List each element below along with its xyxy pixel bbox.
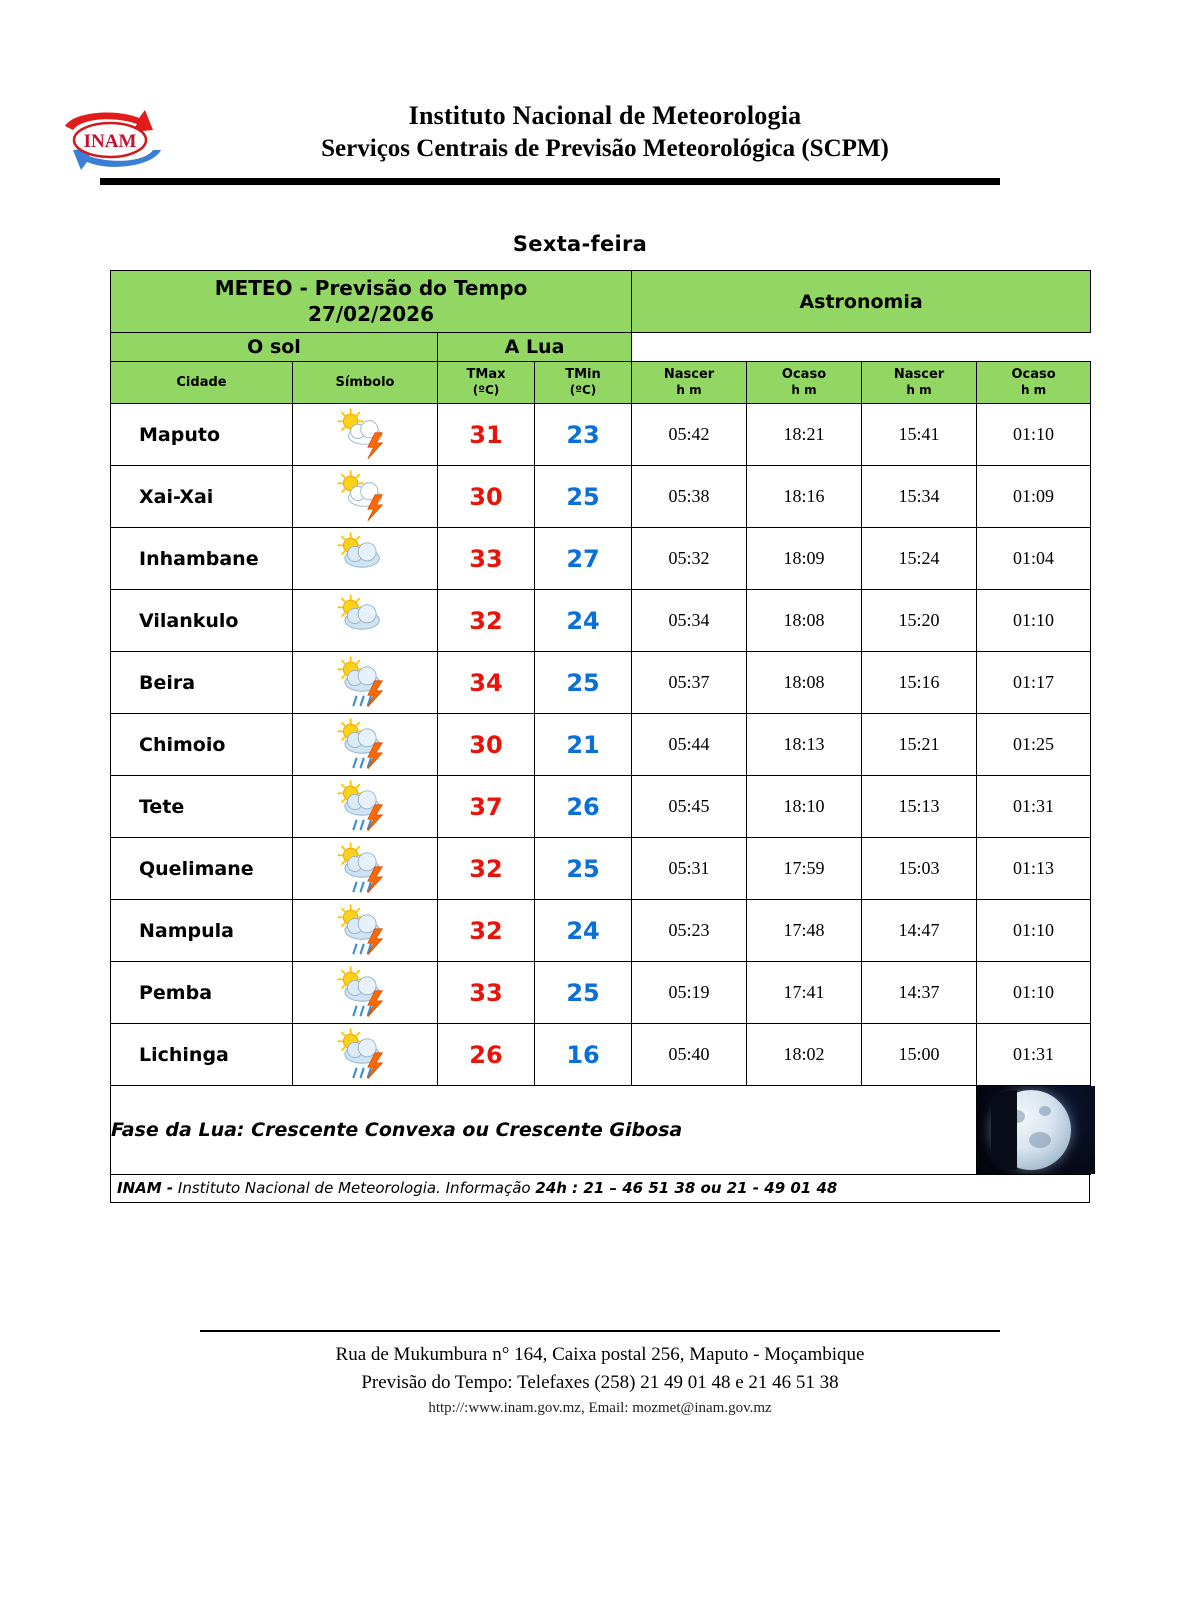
contact-info: Instituto Nacional de Meteorologia. Informação bbox=[177, 1179, 531, 1198]
table-header-row-2 bbox=[111, 333, 1091, 362]
sun-rain-thunder-icon bbox=[322, 735, 408, 752]
cell-tmax: 30 bbox=[438, 714, 535, 776]
moon-phase-text: Fase da Lua: Crescente Convexa ou Crescente Gibosa bbox=[111, 1086, 977, 1175]
cell-symbol bbox=[293, 1024, 438, 1086]
page-footer bbox=[0, 1330, 1200, 1420]
col-moon-rise-label: Nascer bbox=[893, 367, 945, 382]
sun-cloud-thunder-icon bbox=[322, 425, 408, 442]
table-row bbox=[111, 466, 1091, 528]
cell-sun-set: 18:10 bbox=[747, 776, 862, 838]
cell-sun-rise: 05:42 bbox=[632, 404, 747, 466]
cell-sun-rise: 05:45 bbox=[632, 776, 747, 838]
cell-city: Vilankulo bbox=[111, 590, 293, 652]
cell-moon-rise: 15:41 bbox=[862, 404, 977, 466]
footer-phones: Previsão do Tempo: Telefaxes (258) 21 49 01 48 e 21 46 51 38 bbox=[361, 1371, 839, 1393]
cell-symbol bbox=[293, 962, 438, 1024]
cell-tmax: 26 bbox=[438, 1024, 535, 1086]
cell-sun-rise: 05:19 bbox=[632, 962, 747, 1024]
contact-bar bbox=[110, 1175, 1090, 1203]
forecast-table-wrapper bbox=[110, 270, 1090, 1203]
cell-sun-set: 18:08 bbox=[747, 590, 862, 652]
cell-city: Quelimane bbox=[111, 838, 293, 900]
cell-sun-rise: 05:32 bbox=[632, 528, 747, 590]
col-moon-set-unit: h m bbox=[1020, 383, 1047, 398]
sun-cloud-icon bbox=[322, 611, 408, 628]
cell-symbol bbox=[293, 590, 438, 652]
cell-moon-set: 01:17 bbox=[977, 652, 1091, 714]
forecast-rows bbox=[111, 404, 1091, 1086]
cell-tmax: 34 bbox=[438, 652, 535, 714]
table-row bbox=[111, 714, 1091, 776]
cell-city: Beira bbox=[111, 652, 293, 714]
table-header-row-1 bbox=[111, 271, 1091, 333]
department-title: Serviços Centrais de Previsão Meteorológica (SCPM) bbox=[321, 134, 889, 162]
cell-moon-set: 01:10 bbox=[977, 962, 1091, 1024]
table-row bbox=[111, 528, 1091, 590]
cell-moon-rise: 15:13 bbox=[862, 776, 977, 838]
cell-symbol bbox=[293, 776, 438, 838]
moon-phase-row bbox=[111, 1086, 1091, 1175]
cell-tmin: 24 bbox=[535, 900, 632, 962]
table-row bbox=[111, 962, 1091, 1024]
cell-tmin: 25 bbox=[535, 652, 632, 714]
cell-symbol bbox=[293, 838, 438, 900]
cell-moon-set: 01:13 bbox=[977, 838, 1091, 900]
cell-city: Chimoio bbox=[111, 714, 293, 776]
cell-moon-set: 01:10 bbox=[977, 900, 1091, 962]
contact-prefix: INAM - bbox=[117, 1179, 174, 1198]
cell-moon-rise: 15:34 bbox=[862, 466, 977, 528]
cell-tmin: 21 bbox=[535, 714, 632, 776]
cell-city: Tete bbox=[111, 776, 293, 838]
cell-tmin: 25 bbox=[535, 962, 632, 1024]
cell-moon-rise: 15:24 bbox=[862, 528, 977, 590]
cell-tmax: 37 bbox=[438, 776, 535, 838]
cell-sun-set: 18:09 bbox=[747, 528, 862, 590]
cell-moon-rise: 15:21 bbox=[862, 714, 977, 776]
cell-moon-rise: 14:37 bbox=[862, 962, 977, 1024]
moon-terminator-shadow bbox=[991, 1090, 1017, 1170]
col-sun-set bbox=[747, 362, 862, 404]
cell-tmax: 33 bbox=[438, 962, 535, 1024]
table-row bbox=[111, 900, 1091, 962]
forecast-table bbox=[110, 270, 1091, 1175]
cell-tmax: 32 bbox=[438, 900, 535, 962]
cell-sun-set: 18:21 bbox=[747, 404, 862, 466]
cell-symbol bbox=[293, 404, 438, 466]
table-row bbox=[111, 652, 1091, 714]
inam-logo-icon bbox=[53, 106, 163, 168]
cell-moon-set: 01:25 bbox=[977, 714, 1091, 776]
col-moon-set-label: Ocaso bbox=[1011, 367, 1056, 382]
institute-title: Instituto Nacional de Meteorologia bbox=[408, 101, 802, 130]
cell-city: Maputo bbox=[111, 404, 293, 466]
cell-moon-rise: 15:00 bbox=[862, 1024, 977, 1086]
cell-sun-set: 18:16 bbox=[747, 466, 862, 528]
cell-tmax: 31 bbox=[438, 404, 535, 466]
cell-city: Inhambane bbox=[111, 528, 293, 590]
col-tmin bbox=[535, 362, 632, 404]
cell-moon-set: 01:09 bbox=[977, 466, 1091, 528]
moon-image-cell bbox=[977, 1086, 1091, 1175]
cell-city: Xai-Xai bbox=[111, 466, 293, 528]
cell-moon-rise: 15:03 bbox=[862, 838, 977, 900]
col-sun-rise bbox=[632, 362, 747, 404]
cell-tmax: 33 bbox=[438, 528, 535, 590]
document-header bbox=[0, 0, 1200, 168]
cell-sun-set: 17:48 bbox=[747, 900, 862, 962]
cell-tmin: 16 bbox=[535, 1024, 632, 1086]
footer-address: Rua de Mukumbura n° 164, Caixa postal 256, Maputo - Moçambique bbox=[335, 1344, 865, 1365]
cell-moon-set: 01:04 bbox=[977, 528, 1091, 590]
cell-moon-rise: 15:16 bbox=[862, 652, 977, 714]
cell-moon-set: 01:31 bbox=[977, 776, 1091, 838]
col-tmin-unit: (ºC) bbox=[569, 383, 597, 398]
moon-header-cell: A Lua bbox=[438, 333, 632, 362]
moon-crater bbox=[1029, 1132, 1051, 1148]
sun-rain-thunder-icon bbox=[322, 983, 408, 1000]
sun-header-cell: O sol bbox=[111, 333, 438, 362]
cell-sun-rise: 05:31 bbox=[632, 838, 747, 900]
table-row bbox=[111, 776, 1091, 838]
cell-sun-set: 17:59 bbox=[747, 838, 862, 900]
sun-cloud-icon bbox=[322, 549, 408, 566]
footer-divider bbox=[200, 1330, 1000, 1332]
cell-sun-set: 18:13 bbox=[747, 714, 862, 776]
cell-sun-set: 18:02 bbox=[747, 1024, 862, 1086]
cell-sun-rise: 05:44 bbox=[632, 714, 747, 776]
col-sun-rise-label: Nascer bbox=[663, 367, 715, 382]
cell-symbol bbox=[293, 652, 438, 714]
cell-tmin: 27 bbox=[535, 528, 632, 590]
cell-tmax: 32 bbox=[438, 590, 535, 652]
cell-city: Pemba bbox=[111, 962, 293, 1024]
cell-moon-rise: 14:47 bbox=[862, 900, 977, 962]
sun-rain-thunder-icon bbox=[322, 797, 408, 814]
col-city: Cidade bbox=[111, 362, 293, 404]
logo-text: INAM bbox=[83, 131, 136, 152]
sun-rain-thunder-icon bbox=[322, 859, 408, 876]
col-sun-set-unit: h m bbox=[791, 383, 817, 398]
cell-sun-rise: 05:23 bbox=[632, 900, 747, 962]
day-title: Sexta-feira bbox=[512, 232, 648, 256]
cell-sun-rise: 05:40 bbox=[632, 1024, 747, 1086]
col-moon-set bbox=[977, 362, 1091, 404]
logo-container bbox=[0, 100, 215, 168]
sun-cloud-thunder-icon bbox=[322, 487, 408, 504]
moon-crater bbox=[1039, 1106, 1051, 1116]
header-titles bbox=[215, 100, 1200, 165]
cell-moon-set: 01:10 bbox=[977, 590, 1091, 652]
meteo-header-label: METEO - Previsão do Tempo bbox=[214, 276, 528, 300]
col-sun-rise-unit: h m bbox=[676, 383, 702, 398]
cell-city: Lichinga bbox=[111, 1024, 293, 1086]
meteo-header-cell bbox=[111, 271, 632, 333]
cell-moon-set: 01:31 bbox=[977, 1024, 1091, 1086]
table-row bbox=[111, 404, 1091, 466]
col-tmax bbox=[438, 362, 535, 404]
sun-rain-thunder-icon bbox=[322, 1045, 408, 1062]
cell-tmin: 25 bbox=[535, 466, 632, 528]
col-moon-rise-unit: h m bbox=[906, 383, 932, 398]
cell-city: Nampula bbox=[111, 900, 293, 962]
cell-symbol bbox=[293, 466, 438, 528]
cell-tmax: 30 bbox=[438, 466, 535, 528]
table-row bbox=[111, 1024, 1091, 1086]
col-tmin-label: TMin bbox=[565, 367, 601, 382]
cell-moon-set: 01:10 bbox=[977, 404, 1091, 466]
moon-disc bbox=[991, 1090, 1071, 1170]
cell-tmax: 32 bbox=[438, 838, 535, 900]
cell-sun-rise: 05:37 bbox=[632, 652, 747, 714]
col-tmax-label: TMax bbox=[466, 367, 506, 382]
cell-tmin: 23 bbox=[535, 404, 632, 466]
footer-web: http://:www.inam.gov.mz, Email: mozmet@inam.gov.mz bbox=[428, 1400, 772, 1417]
col-moon-rise bbox=[862, 362, 977, 404]
table-header-row-3 bbox=[111, 362, 1091, 404]
cell-sun-rise: 05:38 bbox=[632, 466, 747, 528]
contact-phones: 24h : 21 – 46 51 38 ou 21 - 49 01 48 bbox=[535, 1179, 838, 1198]
table-row bbox=[111, 838, 1091, 900]
cell-symbol bbox=[293, 714, 438, 776]
col-sun-set-label: Ocaso bbox=[781, 367, 827, 382]
cell-sun-set: 18:08 bbox=[747, 652, 862, 714]
cell-symbol bbox=[293, 528, 438, 590]
cell-sun-set: 17:41 bbox=[747, 962, 862, 1024]
col-symbol: Símbolo bbox=[293, 362, 438, 404]
cell-symbol bbox=[293, 900, 438, 962]
col-tmax-unit: (ºC) bbox=[472, 383, 500, 398]
cell-tmin: 24 bbox=[535, 590, 632, 652]
astronomy-header-cell: Astronomia bbox=[632, 271, 1091, 333]
meteo-header-date: 27/02/2026 bbox=[308, 302, 434, 326]
header-divider bbox=[100, 178, 1000, 185]
cell-sun-rise: 05:34 bbox=[632, 590, 747, 652]
moon-phase-image bbox=[977, 1086, 1095, 1174]
cell-moon-rise: 15:20 bbox=[862, 590, 977, 652]
sun-rain-thunder-icon bbox=[322, 921, 408, 938]
table-row bbox=[111, 590, 1091, 652]
sun-rain-thunder-icon bbox=[322, 673, 408, 690]
cell-tmin: 25 bbox=[535, 838, 632, 900]
cell-tmin: 26 bbox=[535, 776, 632, 838]
